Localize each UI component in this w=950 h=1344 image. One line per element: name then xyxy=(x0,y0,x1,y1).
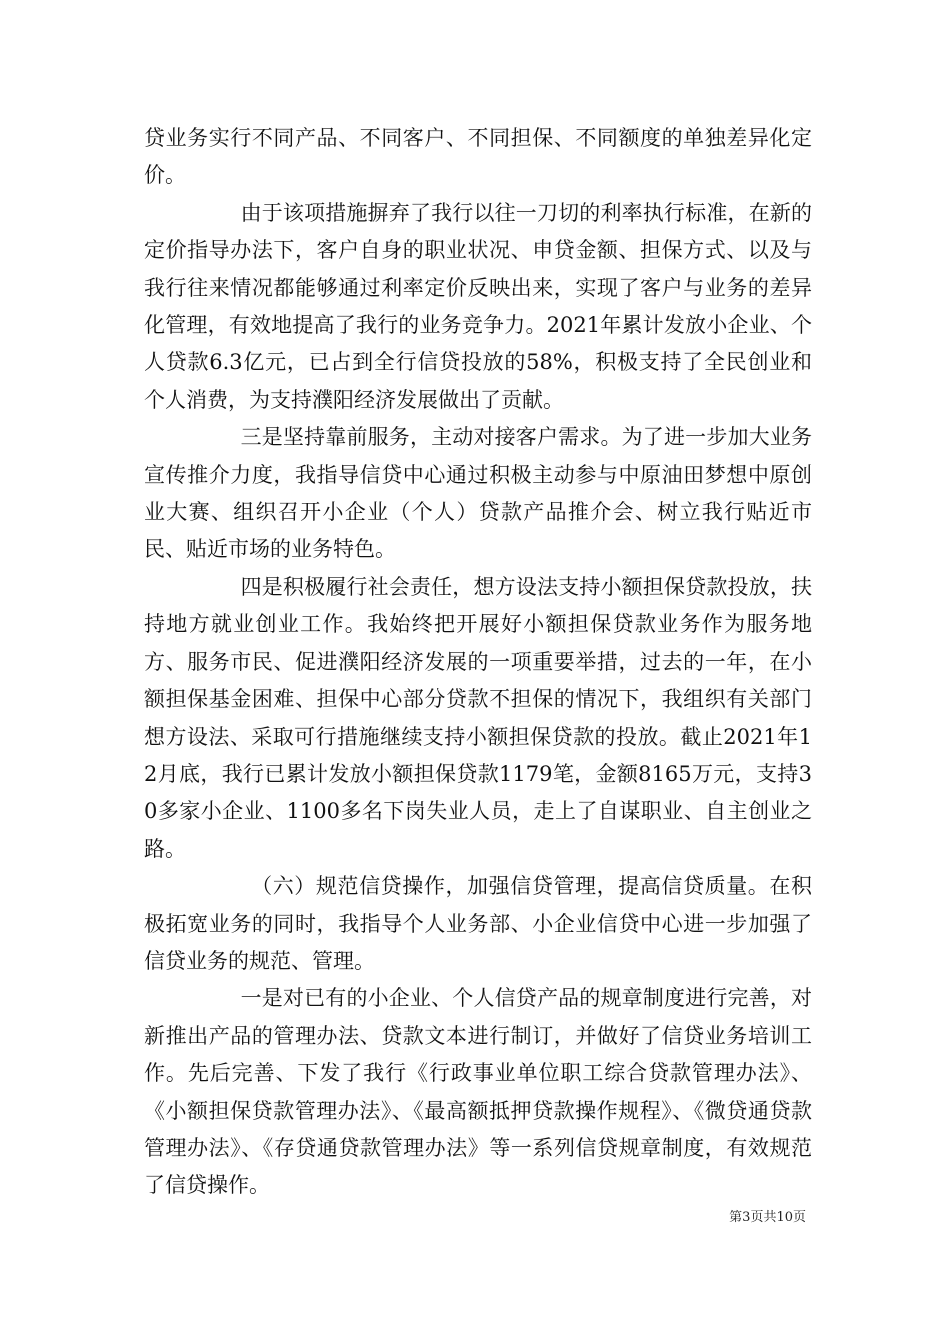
paragraph-section-six: （六）规范信贷操作，加强信贷管理，提高信贷质量。在积极拓宽业务的同时，我指导个人业务部、小企业信贷中心进一步加强了信贷业务的规范、管理。 xyxy=(144,874,812,973)
paragraph-point-four: 四是积极履行社会责任，想方设法支持小额担保贷款投放，扶持地方就业创业工作。我始终把开展好小额担保贷款业务作为服务地方、服务市民、促进濮阳经济发展的一项重要举措，过去的一年，在小额担保基金困难、担保中心部分贷款不担保的情况下，我组织有关部门想方设法、采取可行措施继续支持小额担保贷款的投放。截止2021年12月底，我行已累计发放小额担保贷款1179笔，金额8165万元，支持30多家小企业、1100多名下岗失业人员，走上了自谋职业、自主创业之路。 xyxy=(144,574,812,861)
paragraph-point-one: 一是对已有的小企业、个人信贷产品的规章制度进行完善，对新推出产品的管理办法、贷款文本进行制订，并做好了信贷业务培训工作。先后完善、下发了我行《行政事业单位职工综合贷款管理办法》、《小额担保贷款管理办法》、《最高额抵押贷款操作规程》、《微贷通贷款管理办法》、《存贷通贷款管理办法》等一系列信贷规章制度，有效规范了信贷操作。 xyxy=(144,986,812,1198)
paragraph-pricing-effect: 由于该项措施摒弃了我行以往一刀切的利率执行标准，在新的定价指导办法下，客户自身的职业状况、申贷金额、担保方式、以及与我行往来情况都能够通过利率定价反映出来，实现了客户与业务的差异化管理，有效地提高了我行的业务竞争力。2021年累计发放小企业、个人贷款6.3亿元，已占到全行信贷投放的58%，积极支持了全民创业和个人消费，为支持濮阳经济发展做出了贡献。 xyxy=(144,200,812,412)
paragraph-point-three: 三是坚持靠前服务，主动对接客户需求。为了进一步加大业务宣传推介力度，我指导信贷中心通过积极主动参与中原油田梦想中原创业大赛、组织召开小企业（个人）贷款产品推介会、树立我行贴近市民、贴近市场的业务特色。 xyxy=(144,425,812,562)
paragraph-continuation: 贷业务实行不同产品、不同客户、不同担保、不同额度的单独差异化定价。 xyxy=(144,126,812,188)
document-body xyxy=(144,120,812,1205)
page-number-footer: 第3页共10页 xyxy=(729,1210,806,1225)
